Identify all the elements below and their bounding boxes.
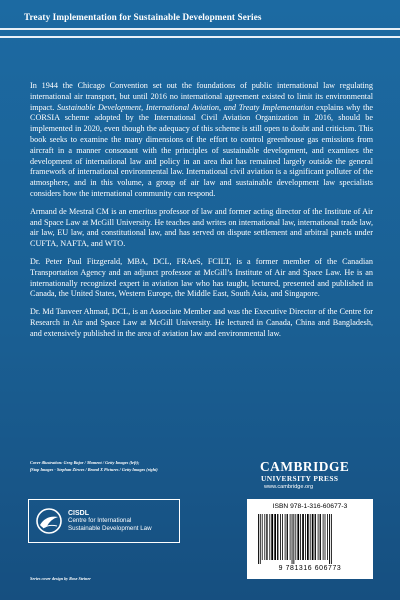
series-title: Treaty Implementation for Sustainable Development Series (24, 12, 262, 22)
series-rule-bottom (0, 36, 400, 38)
author-bio-fitzgerald: Dr. Peter Paul Fitzgerald, MBA, DCL, FRAeS, FCILT, is a former member of the Canadian Transportation Agency and an adjunct professor at McGill’s Institute of Air and Space Law. He is an internationally recognized expert in aviation law who has taught, lectured, presented and published in Canada, the United States, Western Europe, the Middle East, South Asia, and Singapore. (30, 256, 373, 299)
barcode-bar (285, 514, 286, 560)
credit-line: fStop Images - Stephan Zirwes / Brand X Pictures / Getty Images (right) (30, 466, 158, 472)
book-description (30, 81, 373, 200)
barcode-bar (297, 514, 299, 560)
publisher-logo (247, 460, 375, 491)
cover-text (30, 81, 373, 347)
description-text-continued: explains why the CORSIA scheme adopted by the International Civil Aviation Organization in 2016, should be implemented in 2020, even though the adequacy of this scheme is still open to doubt and criticism. This book seeks to examine the many dimensions of the effort to control greenhouse gas emissions from aircraft in a manner consonant with the principles of sustainable development, and examines the development of international law and policy in an area that has remained largely outside the general framework of international environmental law. International civil aviation is a significant polluter of the atmosphere, and in this volume, a group of air law and sustainable development law specialists considers how the international community can respond. (30, 102, 373, 198)
isbn-label: ISBN 978-1-316-60677-3 (272, 503, 348, 510)
cisdl-name-line: Sustainable Development Law (68, 524, 152, 532)
series-rule-top (0, 28, 400, 30)
barcode-bar (258, 514, 259, 564)
credit-line: Cover illustration: Greg Bajor / Moment / Getty Images (left); (30, 460, 140, 465)
barcode-bar (290, 514, 291, 560)
cisdl-logo-box (28, 499, 180, 543)
barcode-box (247, 499, 373, 579)
publisher-name: CAMBRIDGE (260, 459, 350, 474)
cover-illustration-credit (30, 460, 215, 473)
barcode-bar (300, 514, 301, 560)
barcode-bar (293, 514, 294, 564)
barcode-digits: 9 781316 606773 (278, 565, 342, 572)
series-design-credit: Series cover design by Rose Steiner (30, 576, 91, 581)
barcode-bar (329, 514, 330, 564)
barcode-bar (325, 514, 326, 560)
cisdl-logo-icon (34, 506, 64, 536)
barcode-bar (305, 514, 306, 560)
barcode-bar (282, 514, 283, 560)
book-title-italic: Sustainable Development, International Aviation, and Treaty Implementation (57, 102, 314, 112)
cisdl-name (68, 510, 152, 532)
publisher-url: www.cambridge.org (264, 484, 314, 490)
barcode-bar (274, 514, 276, 560)
cisdl-abbr: CISDL (68, 509, 89, 517)
barcode-bar (292, 514, 293, 564)
cisdl-name-line: Centre for International (68, 517, 132, 525)
barcode-bar (262, 514, 263, 560)
barcode-bar (310, 514, 311, 560)
description-text: In 1944 the Chicago Convention set out the foundations of public international law regulating international air transport, but until 2016 no international agreement existed to limit its environmental impact. (30, 81, 373, 112)
barcode-bar (315, 514, 316, 560)
barcode-bar (287, 514, 288, 560)
publisher-subtitle: UNIVERSITY PRESS (261, 474, 339, 483)
barcode-bar (318, 514, 319, 560)
author-bio-ahmad: Dr. Md Tanveer Ahmad, DCL, is an Associate Member and was the Executive Director of the Centre for Research in Air and Space Law at McGill University. He lectured in Canada, China and Bangladesh, and extensively published in the area of aviation law and environmental law. (30, 307, 373, 338)
barcode-bar (277, 514, 278, 560)
barcode-bar (280, 514, 281, 560)
barcode-bar (271, 514, 273, 560)
barcode-bar (266, 514, 267, 560)
barcode-bar (331, 514, 332, 564)
barcode-bar (327, 514, 328, 560)
barcode-icon (257, 514, 365, 564)
barcode-bar (260, 514, 261, 564)
barcode-bar (312, 514, 314, 560)
barcode-bar (302, 514, 304, 560)
barcode-bar (295, 514, 296, 560)
barcode-bar (307, 514, 309, 560)
barcode-bar (269, 514, 270, 560)
barcode-bar (320, 514, 321, 560)
author-bio-de-mestral: Armand de Mestral CM is an emeritus professor of law and former acting director of the Institute of Air and Space Law at McGill University. He teaches and writes on international law, international trade law, air law, EU law, and constitutional law, and has served on dispute settlement and arbitral panels under CUFTA, NAFTA, and WTO. (30, 206, 373, 249)
barcode-bar (264, 514, 265, 560)
barcode-bar (323, 514, 324, 560)
